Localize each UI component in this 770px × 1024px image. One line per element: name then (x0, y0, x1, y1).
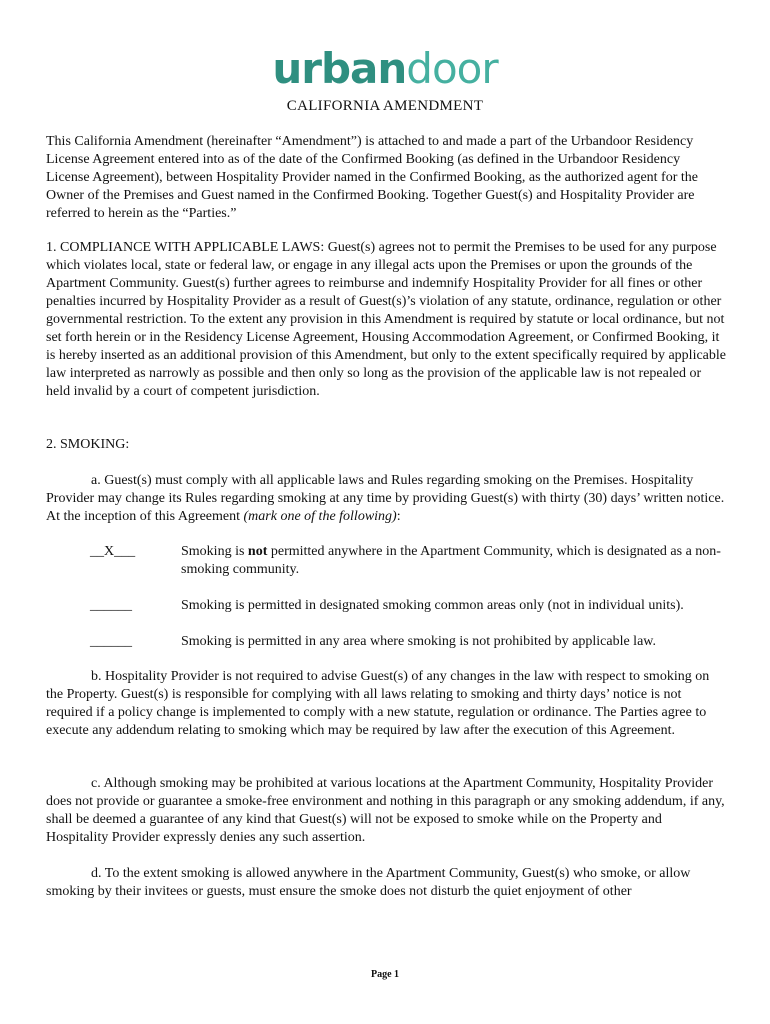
option-2-text: Smoking is permitted in designated smoking common areas only (not in individual units). (181, 598, 684, 613)
option-1-mark[interactable]: __X___ (90, 544, 136, 559)
section-2-heading: 2. SMOKING: (46, 437, 130, 452)
option-3-text: Smoking is permitted in any area where smoking is not prohibited by applicable law. (181, 634, 656, 649)
logo-text-bold: urban (272, 44, 407, 93)
intro-paragraph: This California Amendment (hereinafter “Amendment”) is attached to and made a part of the Urbandoor Residency License Agreement entered into as of the date of the Confirmed Booking (as defined in the Urbandoor Residency License Agreement), between Hospitality Provider named in the Confirmed Booking, as the authorized agent for the Owner of the Premises and Guest named in the Confirmed Booking. Together Guest(s) and Hospitality Provider are referred to herein as the “Parties.” (46, 134, 698, 221)
section-2a-text: a. Guest(s) must comply with all applicable laws and Rules regarding smoking on the Premises. Hospitality Provider may change its Rules regarding smoking at any time by providing Guest(s) with thirty (30) days’ written notice. At the inception of this Agreement (46, 473, 725, 524)
option-1-text (181, 543, 729, 579)
urbandoor-logo (0, 44, 770, 94)
option-2-mark[interactable]: ______ (90, 598, 132, 613)
section-2a-italic: (mark one of the following) (243, 509, 397, 524)
document-title: CALIFORNIA AMENDMENT (286, 98, 484, 114)
section-2a-end: : (396, 509, 401, 524)
section-1-compliance: 1. COMPLIANCE WITH APPLICABLE LAWS: Guest(s) agrees not to permit the Premises to be used for any purpose which violates local, state or federal law, or engage in any illegal acts upon the Premises or upon the grounds of the Apartment Community. Guest(s) further agrees to reimburse and indemnify Hospitality Provider for all fines or other penalties incurred by Hospitality Provider as a result of Guest(s)’s violation of any statute, ordinance, regulation or other governmental restriction. To the extent any provision in this Amendment is required by statute or local ordinance, but not set forth herein or in the Residency License Agreement, Housing Accommodation Agreement, or Confirmed Booking, it is hereby inserted as an additional provision of this Amendment, but only to the extent specifically required by applicable law interpreted as narrowly as possible and then only so long as the provision of the applicable law is not repealed or held invalid by a court of competent jurisdiction. (46, 240, 726, 399)
option-1-bold: not (247, 544, 268, 559)
option-1-post: permitted anywhere in the Apartment Community, which is designated as a non-smoking community. (181, 544, 721, 577)
logo-text-light: door (406, 44, 498, 93)
option-3-mark[interactable]: ______ (90, 634, 132, 649)
page-number: Page 1 (370, 969, 400, 980)
section-2b-paragraph: b. Hospitality Provider is not required to advise Guest(s) of any changes in the law with respect to smoking on the Property. Guest(s) is responsible for complying with all laws relating to smoking and thirty days’ notice is not required if a policy change is implemented to comply with a new statute, regulation or ordinance. The Parties agree to execute any addendum relating to smoking which may be required by law after the execution of this Agreement. (46, 669, 710, 738)
option-1-pre: Smoking is (181, 544, 248, 559)
section-2d-paragraph: d. To the extent smoking is allowed anywhere in the Apartment Community, Guest(s) who smoke, or allow smoking by their invitees or guests, must ensure the smoke does not disturb the quiet enjoyment of other (46, 866, 691, 899)
section-2c-paragraph: c. Although smoking may be prohibited at various locations at the Apartment Community, Hospitality Provider does not provide or guarantee a smoke-free environment and nothing in this paragraph or any smoking addendum, if any, shall be deemed a guarantee of any kind that Guest(s) will not be exposed to smoke while on the Property and Hospitality Provider expressly denies any such assertion. (46, 776, 725, 845)
section-2a-paragraph (46, 472, 726, 526)
